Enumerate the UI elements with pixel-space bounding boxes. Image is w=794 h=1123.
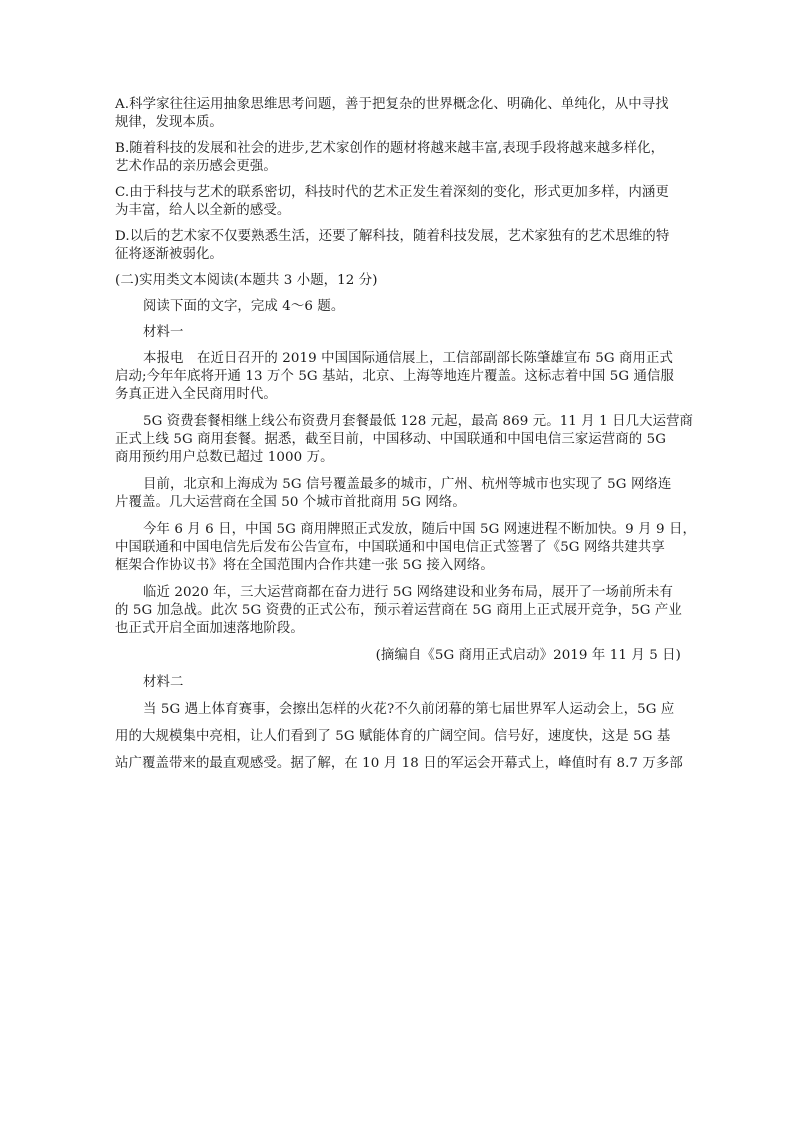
material-1-label: 材料一 xyxy=(143,325,184,340)
material-1-paragraph-3 xyxy=(115,476,681,512)
option-b-line-1: B.随着科技的发展和社会的进步,艺术家创作的题材将越来越丰富,表现手段将越来越多样化， xyxy=(115,141,665,156)
paragraph-line: 的 5G 加急战。此次 5G 资费的正式公布，预示着运营商在 5G 商用上正式展开竞争，5G 产业 xyxy=(115,603,682,618)
paragraph-line: 当 5G 遇上体育赛事，会擦出怎样的火花?不久前闭幕的第七届世界军人运动会上，5G 应 xyxy=(143,702,675,717)
paragraph-line: 框架合作协议书》将在全国范围内合作共建一张 5G 接入网络。 xyxy=(115,558,494,573)
paragraph-line: 5G 资费套餐相继上线公布资费月套餐最低 128 元起，最高 869 元。11 月 1 日几大运营商 xyxy=(143,414,694,429)
material-1-paragraph-2 xyxy=(115,413,694,467)
option-a-line-1: A.科学家往往运用抽象思维思考问题，善于把复杂的世界概念化、明确化、单纯化，从中寻找 xyxy=(115,97,669,112)
paragraph-line: 片覆盖。几大运营商在全国 50 个城市首批商用 5G 网络。 xyxy=(115,495,466,510)
option-b xyxy=(115,140,681,176)
document-body xyxy=(115,96,696,773)
option-c-line-2: 为丰富，给人以全新的感受。 xyxy=(115,203,291,218)
option-d-line-2: 征将逐渐被弱化。 xyxy=(115,247,223,262)
material-1-paragraph-4 xyxy=(115,521,696,575)
option-d-line-1: D.以后的艺术家不仅要熟悉生活，还要了解科技，随着科技发展，艺术家独有的艺术思维的特 xyxy=(115,229,670,244)
paragraph-line: 也正式开启全面加速落地阶段。 xyxy=(115,621,304,636)
paragraph-line: 启动;今年年底将开通 13 万个 5G 基站，北京、上海等地连片覆盖。这标志着中国 5G 通信服 xyxy=(115,369,674,384)
material-2-label: 材料二 xyxy=(143,675,184,690)
paragraph-line: 用的大规模集中亮相，让人们看到了 5G 赋能体育的广阔空间。信号好，速度快，这是 5G 基 xyxy=(115,729,671,744)
option-a xyxy=(115,96,681,132)
paragraph-line: 正式上线 5G 商用套餐。据悉，截至目前，中国移动、中国联通和中国电信三家运营商的 5G xyxy=(115,432,667,447)
paragraph-line: 站广覆盖带来的最直观感受。据了解，在 10 月 18 日的军运会开幕式上，峰值时有 8.7 万多部 xyxy=(115,756,683,771)
option-c xyxy=(115,184,681,220)
material-1-paragraph-5 xyxy=(115,584,681,638)
option-a-line-2: 规律，发现本质。 xyxy=(115,115,223,130)
paragraph-line: 临近 2020 年，三大运营商都在奋力进行 5G 网络建设和业务布局，展开了一场前所未有 xyxy=(143,585,673,600)
material-1-paragraph-1 xyxy=(115,350,681,404)
paragraph-line: 目前，北京和上海成为 5G 信号覆盖最多的城市，广州、杭州等城市也实现了 5G 网络连 xyxy=(143,477,672,492)
paragraph-line: 本报电 在近日召开的 2019 中国国际通信展上，工信部副部长陈肇雄宣布 5G 商用正式 xyxy=(143,351,673,366)
section-instruction: 阅读下面的文字，完成 4～6 题。 xyxy=(143,299,345,314)
paragraph-line: 今年 6 月 6 日，中国 5G 商用牌照正式发放，随后中国 5G 网速进程不断加快。9 月 9 日， xyxy=(143,522,696,537)
option-d xyxy=(115,228,681,264)
section-heading: (二)实用类文本阅读(本题共 3 小题，12 分) xyxy=(115,273,378,288)
option-b-line-2: 艺术作品的亲历感会更强。 xyxy=(115,159,277,174)
paragraph-line: 中国联通和中国电信先后发布公告宣布，中国联通和中国电信正式签署了《5G 网络共建共享 xyxy=(115,540,665,555)
paragraph-line: 务真正进入全民商用时代。 xyxy=(115,387,277,402)
material-1-source: (摘编自《5G 商用正式启动》2019 年 11 月 5 日) xyxy=(375,648,681,663)
material-2-paragraph-1 xyxy=(115,701,681,773)
option-c-line-1: C.由于科技与艺术的联系密切，科技时代的艺术正发生着深刻的变化，形式更加多样，内涵更 xyxy=(115,185,669,200)
paragraph-line: 商用预约用户总数已超过 1000 万。 xyxy=(115,450,334,465)
